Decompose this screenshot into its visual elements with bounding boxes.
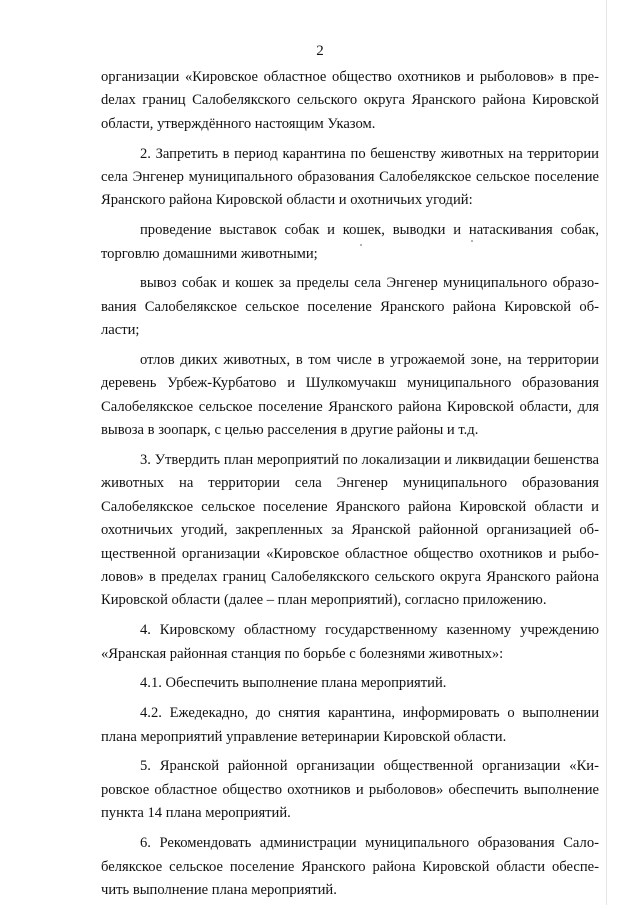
- page-number: 2: [316, 43, 324, 59]
- paragraph-subitem-capture: отлов диких животных, в том числе в угрожаемой зоне, на территории деревень Урбеж-Курбатово и Шулкомучакш муниципального образования Салобелякское сельское поселение Яранского района Кировской области, для вывоза в зоопарк, с целью расселения в другие районы и т.д.: [101, 352, 599, 439]
- paragraph-item-6: 6. Рекомендовать администрации муниципального образования Салобелякское сельское поселение Яранского района Кировской области обеспечить выполнение плана мероприятий.: [101, 835, 599, 898]
- scan-edge-line: [606, 0, 607, 905]
- paragraph-continuation: организации «Кировское областное общество охотников и рыболовов» в преdелах границ Салобелякского сельского округа Яранского района Кировской области, утверждённого настоящим Указом.: [101, 69, 599, 132]
- paragraph-item-4-1: 4.1. Обеспечить выполнение плана мероприятий.: [140, 675, 447, 692]
- paragraph-item-2: 2. Запретить в период карантина по бешенству животных на территории села Энгенер муниципального образования Салобелякское сельское поселение Яранского района Кировской области и охотничьих угодий:: [101, 145, 599, 209]
- paragraph-item-3: 3. Утвердить план мероприятий по локализации и ликвидации бешенства животных на территории села Энгенер муниципального образования Салобелякское сельское поселение Яранского района Кировской области и охотничьих угодий, закрепленных за Яранской районной организацией общественной организации «Кировское областное общество охотников и рыболовов» в пределах границ Салобелякского сельского округа Яранского района Кировской области (далее – план мероприятий), согласно приложению.: [101, 452, 599, 609]
- paragraph-item-4-2: 4.2. Ежедекадно, до снятия карантина, информировать о выполнении плана мероприятий управление ветеринарии Кировской области.: [101, 705, 599, 745]
- paragraph-subitem-export: вывоз собак и кошек за пределы села Энгенер муниципального образования Салобелякское сельское поселение Яранского района Кировской области;: [101, 275, 599, 339]
- paragraph-subitem-exhibitions: проведение выставок собак и кошек, выводки и натаскивания собак, торговлю домашними животными;: [101, 222, 599, 262]
- paragraph-item-5: 5. Яранской районной организации общественной организации «Кировское областное общество охотников и рыболовов» обеспечить выполнение пункта 14 плана мероприятий.: [101, 758, 599, 822]
- paragraph-item-4: 4. Кировскому областному государственному казенному учреждению «Яранская районная станция по борьбе с болезнями животных»:: [101, 622, 599, 662]
- document-body: [101, 66, 599, 909]
